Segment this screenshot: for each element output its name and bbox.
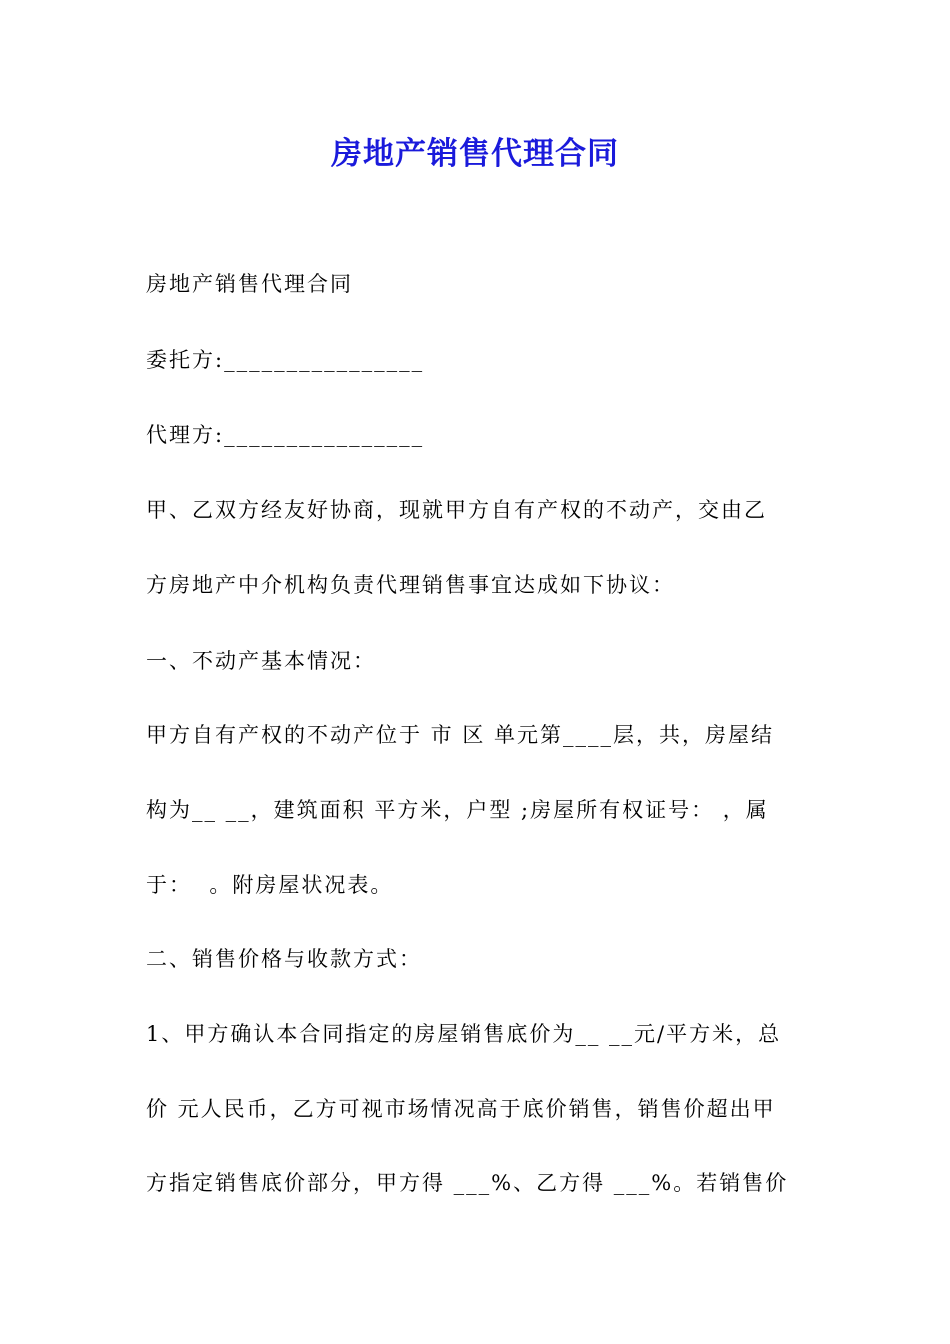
paragraph-line: 甲方自有产权的不动产位于 市 区 单元第____层，共，房屋结 bbox=[146, 723, 775, 747]
paragraph-line: 价 元人民币，乙方可视市场情况高于底价销售，销售价超出甲 bbox=[146, 1097, 776, 1121]
section-heading: 一、不动产基本情况： bbox=[146, 649, 376, 673]
section-heading: 二、销售价格与收款方式： bbox=[146, 947, 422, 971]
paragraph-line: 于： 。附房屋状况表。 bbox=[146, 873, 394, 897]
paragraph-line: 方房地产中介机构负责代理销售事宜达成如下协议： bbox=[146, 573, 675, 597]
paragraph-line: 甲、乙双方经友好协商，现就甲方自有产权的不动产，交由乙 bbox=[146, 498, 767, 522]
paragraph-line: 方指定销售底价部分，甲方得 ___%、乙方得 ___%。若销售价 bbox=[146, 1171, 789, 1195]
paragraph-line: 1、甲方确认本合同指定的房屋销售底价为__ __元/平方米，总 bbox=[146, 1022, 782, 1046]
agent-party-line: 代理方:________________ bbox=[146, 423, 425, 447]
contract-heading-line: 房地产销售代理合同 bbox=[146, 272, 353, 296]
paragraph-line: 构为__ __，建筑面积 平方米，户型 ;房屋所有权证号： ，属 bbox=[146, 798, 769, 822]
document-title: 房地产销售代理合同 bbox=[331, 136, 619, 172]
principal-party-line: 委托方:________________ bbox=[146, 348, 425, 372]
